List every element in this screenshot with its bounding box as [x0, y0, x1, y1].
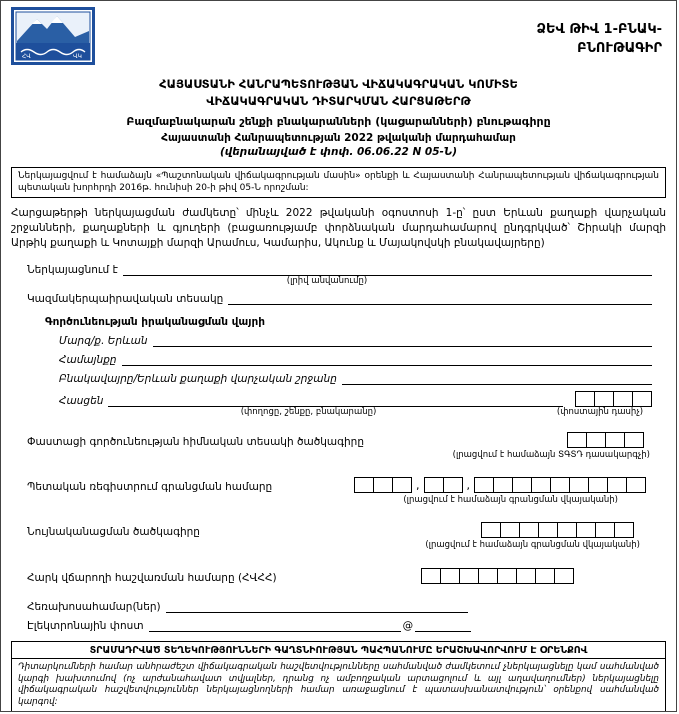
code-box[interactable] [373, 477, 393, 493]
doc-type-header: ՎԻՃԱԿԱԳՐԱԿԱՆ ԴԻՏԱՐԿՄԱՆ ՀԱՐՑԱԹԵՐԹ [206, 94, 471, 108]
code-box[interactable] [550, 477, 570, 493]
code-box[interactable] [481, 522, 501, 538]
org-type-row [27, 292, 652, 305]
settlement-input-line[interactable] [342, 372, 652, 385]
code-box[interactable] [575, 391, 595, 407]
code-box[interactable] [576, 522, 596, 538]
revision-note: (վերանայված է փոփ. 06.06.22 N 05-Ն) [219, 146, 458, 158]
id-code-hint: (լրացվում է համաձայն գրանցման վկայականի) [425, 540, 640, 551]
email-local-input-line[interactable] [149, 619, 401, 632]
register-group-2 [424, 477, 463, 493]
phone-label: Հեռախոսահամար(ներ) [27, 601, 161, 614]
code-box[interactable] [440, 568, 460, 584]
code-box[interactable] [392, 477, 412, 493]
code-box[interactable] [512, 477, 532, 493]
code-box[interactable] [614, 522, 634, 538]
address-input-line[interactable] [108, 394, 563, 407]
code-box[interactable] [474, 477, 494, 493]
code-box[interactable] [624, 432, 644, 448]
code-box[interactable] [459, 568, 479, 584]
code-box[interactable] [569, 477, 589, 493]
confidentiality-header: ՏՐԱՄԱԴՐՎԱԾ ՏԵՂԵԿՈՒԹՅՈՒՆՆԵՐԻ ԳԱՂՏՆԻՈՒԹՅԱՆ ՊԱՀՊԱՆՈՒՄԸ ԵՐԱՇԽԱՎՈՐՎՈՒՄ Է ՕՐԵՆՔՈՎ [12, 642, 665, 659]
presenter-label: Ներկայացնում է [27, 264, 118, 277]
liability-warning: Դիտարկումների համար անհրաժեշտ վիճակագրական հաշվետվությունները սահմանված ժամկետում չներկայացնելը կամ սահմանված կարգի խախտումով (ոչ արժանահավատ տվյալներ, դրանց ոչ ամբողջական արտացոլում և այլ աղավաղումներ) ներկայացնելը վիճակագրական հաշվետվություններ ներկայացնողների համար առաջացնում է պատասխանատվություն՝ օրենքով սահմանված կարգով: [18, 662, 659, 707]
marz-row [59, 334, 652, 347]
logo-right-letters: ՎԿ [73, 53, 82, 60]
id-code-row [27, 522, 652, 538]
deadline-note: Հարցաթերթի ներկայացման ժամկետը՝ մինչև 2022 թվականի օգոստոսի 1-ը՝ ըստ Երևան քաղաքի վարչական շրջանների, քաղաքների և գյուղերի (բացառությամբ փորձնական մարդահամարով ընդգրկված՝ Շիրակի մարզի Արթիկ քաղաքի և Կոտայքի մարզի Արամուս, Կամարիս, Ակունք և Մայակովսկի բնակավայրերը) [11, 207, 666, 249]
code-box[interactable] [443, 477, 463, 493]
code-box[interactable] [607, 477, 627, 493]
code-box[interactable] [613, 391, 633, 407]
code-box[interactable] [595, 522, 615, 538]
tin-boxes [421, 568, 574, 584]
community-input-line[interactable] [122, 353, 652, 366]
code-box[interactable] [588, 477, 608, 493]
code-box[interactable] [493, 477, 513, 493]
code-box[interactable] [586, 432, 606, 448]
phone-input-line[interactable] [166, 600, 468, 613]
code-box[interactable] [519, 522, 539, 538]
register-number-row [27, 477, 652, 493]
form-title: Բազմաբնակարան շենքի բնակարանների (կացարանների) բնութագիրը [126, 115, 551, 128]
activity-code-label: Փաստացի գործունեության հիմնական տեսակի ծածկագիրը [27, 435, 364, 448]
id-code-label: Նույնականացման ծածկագիրը [27, 526, 200, 539]
code-box[interactable] [424, 477, 444, 493]
address-hint: (փողոցը, շենքը, բնակարանը) [240, 406, 377, 417]
code-box[interactable] [516, 568, 536, 584]
address-hints-row [59, 407, 652, 417]
postal-code-hint: (փոստային դասիչ) [556, 406, 644, 417]
email-at-symbol: @ [402, 620, 414, 633]
form-number-line1: ՁԵՎ ԹԻՎ 1-ԲՆԱԿ- [536, 22, 662, 37]
code-box[interactable] [535, 568, 555, 584]
address-row [59, 391, 652, 407]
logo-left-letters: ՀՎ [22, 53, 31, 60]
marz-label: Մարզ/ք. Երևան [59, 334, 148, 347]
email-row [27, 619, 652, 632]
activity-code-boxes [567, 432, 644, 448]
email-label: Էլեկտրոնային փոստ [27, 620, 144, 633]
form-top-area [11, 5, 666, 69]
presenter-hint: (լրիվ անվանումը) [286, 276, 368, 287]
code-box[interactable] [354, 477, 374, 493]
register-separator-2: , [466, 479, 470, 492]
email-domain-input-line[interactable] [415, 619, 471, 632]
code-box[interactable] [557, 522, 577, 538]
register-group-3 [474, 477, 646, 493]
activity-code-row [27, 432, 652, 448]
settlement-label: Բնակավայրը/Երևան քաղաքի վարչական շրջանը [59, 372, 337, 385]
marz-input-line[interactable] [153, 334, 653, 347]
code-box[interactable] [594, 391, 614, 407]
code-box[interactable] [478, 568, 498, 584]
armstat-logo-graphic [11, 7, 95, 65]
tin-label: Հարկ վճարողի հաշվառման համարը (ՀՎՀՀ) [27, 572, 277, 585]
org-type-label: Կազմակերպաիրավական տեսակը [27, 292, 224, 305]
register-number-boxes [354, 477, 646, 493]
code-box[interactable] [554, 568, 574, 584]
activity-code-hint: (լրացվում է համաձայն ՏԳՏԴ դասակարգչի) [452, 449, 650, 460]
code-box[interactable] [497, 568, 517, 584]
legal-note-box: Ներկայացվում է համաձայն «Պաշտոնական վիճակագրության մասին» օրենքի և Հայաստանի Հանրապետության վիճակագրության պետական խորհրդի 2016թ. հունիսի 20-ի թիվ 05-Ն որոշման: [11, 167, 666, 198]
code-box[interactable] [605, 432, 625, 448]
register-number-label: Պետական ռեգիստրում գրանցման համարը [27, 481, 273, 493]
register-group-1 [354, 477, 412, 493]
register-number-hint: (լրացվում է համաձայն գրանցման վկայականի) [403, 495, 618, 505]
community-row [59, 353, 652, 366]
postal-code-boxes [575, 391, 652, 407]
org-header: ՀԱՅԱՍՏԱՆԻ ՀԱՆՐԱՊԵՏՈՒԹՅԱՆ ՎԻՃԱԿԱԳՐԱԿԱՆ ԿՈՄԻՏԵ [159, 77, 518, 91]
code-box[interactable] [567, 432, 587, 448]
code-box[interactable] [626, 477, 646, 493]
community-label: Համայնքը [59, 353, 117, 366]
address-label: Հասցեն [59, 394, 104, 407]
org-type-input-line[interactable] [228, 292, 652, 305]
form-subtitle: Հայաստանի Հանրապետության 2022 թվականի մարդահամար [161, 132, 516, 144]
settlement-row [59, 372, 652, 385]
register-separator-1: , [416, 479, 420, 492]
phone-row [27, 600, 652, 613]
code-box[interactable] [632, 391, 652, 407]
confidentiality-box [11, 641, 666, 712]
code-box[interactable] [500, 522, 520, 538]
presenter-input-line[interactable] [123, 263, 652, 276]
form-number [537, 21, 662, 59]
code-box[interactable] [421, 568, 441, 584]
code-box[interactable] [538, 522, 558, 538]
activity-place-header: Գործունեության իրականացման վայրի [45, 315, 265, 328]
id-code-boxes [481, 522, 634, 538]
form-number-line2: ԲՆՈՒԹԱԳԻՐ [577, 40, 662, 56]
code-box[interactable] [531, 477, 551, 493]
presenter-row [27, 263, 652, 276]
armstat-logo [11, 7, 95, 65]
tin-row [27, 568, 652, 584]
